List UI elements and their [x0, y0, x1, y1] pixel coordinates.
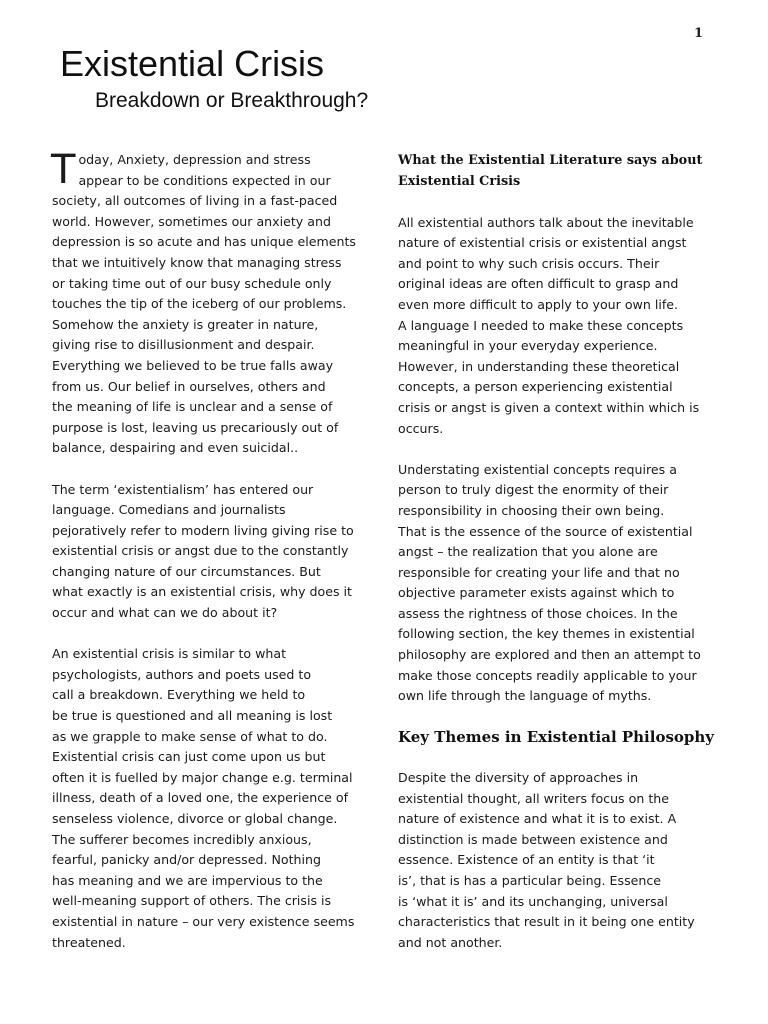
text-line: society, all outcomes of living in a fast-paced: [52, 193, 338, 209]
text-line: senseless violence, divorce or global change.: [52, 811, 338, 826]
text-line: distinction is made between existence and: [398, 831, 668, 847]
text-line: concepts, a person experiencing existential: [398, 379, 673, 395]
text-line: All existential authors talk about the inevitable: [398, 214, 694, 230]
text-line: touches the tip of the iceberg of our problems.: [52, 296, 347, 312]
text-line: An existential crisis is similar to what: [52, 646, 287, 662]
text-line: be true is questioned and all meaning is lost: [52, 708, 333, 724]
text-line: has meaning and we are impervious to the: [52, 872, 323, 888]
text-line: balance, despairing and even suicidal..: [52, 440, 299, 456]
text-line: language. Comedians and journalists: [52, 502, 286, 518]
key-themes-paragraph: [398, 768, 718, 953]
text-line: crisis or angst is given a context within which is: [398, 399, 700, 415]
text-line: essence. Existence of an entity is that ‘it: [398, 852, 655, 868]
text-line: from us. Our belief in ourselves, others and: [52, 378, 326, 394]
text-line: purpose is lost, leaving us precariously out of: [52, 419, 339, 435]
text-line: appear to be conditions expected in our: [78, 172, 331, 188]
concepts-paragraph: [398, 460, 718, 707]
text-line: as we grapple to make sense of what to do.: [52, 728, 328, 744]
text-line: Everything we believed to be true falls away: [52, 357, 334, 373]
text-line: The sufferer becomes incredibly anxious,: [52, 831, 312, 847]
text-line: well-meaning support of others. The crisis is: [52, 893, 332, 909]
drop-cap: T: [51, 147, 76, 193]
text-line: existential thought, all writers focus on the: [398, 790, 669, 806]
text-line: fearful, panicky and/or depressed. Nothing: [52, 852, 322, 868]
text-line: meaningful in your everyday experience.: [398, 338, 658, 354]
text-line: and point to why such crisis occurs. Their: [398, 255, 660, 271]
intro-paragraph: [51, 147, 370, 459]
section-heading-existential-literature: [398, 150, 718, 192]
text-line: responsible for creating your life and that no: [398, 564, 680, 580]
text-line: original ideas are often difficult to grasp and: [398, 276, 679, 292]
text-line: nature of existence and what it is to exist. A: [398, 811, 677, 827]
text-line: That is the essence of the source of existential: [398, 523, 693, 539]
text-line: is’, that is has a particular being. Essence: [398, 873, 662, 888]
text-line: threatened.: [52, 934, 126, 950]
text-line: occurs.: [398, 420, 444, 436]
left-column: [51, 147, 370, 974]
text-line: often it is fuelled by major change e.g. terminal: [52, 769, 353, 785]
text-line: existential in nature – our very existence seems: [52, 913, 355, 929]
text-line: philosophy are explored and then an attempt to: [398, 647, 701, 663]
text-line: responsibility in choosing their own being.: [398, 502, 665, 518]
text-line: own life through the language of myths.: [398, 688, 652, 704]
authors-paragraph: [398, 213, 718, 440]
breakdown-paragraph: [52, 644, 370, 953]
heading-line: Existential Crisis: [398, 174, 521, 189]
text-line: existential crisis or angst due to the constantly: [52, 543, 349, 559]
text-line: that we intuitively know that managing stress: [52, 254, 342, 270]
text-line: depression is so acute and has unique elements: [52, 234, 356, 250]
text-line: is ‘what it is’ and its unchanging, universal: [398, 893, 668, 909]
text-line: oday, Anxiety, depression and stress: [78, 152, 311, 167]
text-line: the meaning of life is unclear and a sense of: [52, 399, 333, 415]
text-line: changing nature of our circumstances. But: [52, 563, 321, 579]
section-heading-key-themes: Key Themes in Existential Philosophy: [398, 728, 715, 747]
text-line: following section, the key themes in existential: [398, 626, 695, 642]
text-line: and not another.: [398, 934, 503, 950]
text-line: objective parameter exists against which to: [398, 585, 675, 601]
page-number: 1: [694, 26, 704, 41]
text-line: even more difficult to apply to your own life.: [398, 296, 679, 312]
text-line: angst – the realization that you alone are: [398, 544, 658, 560]
text-line: person to truly digest the enormity of their: [398, 482, 669, 498]
text-line: occur and what can we do about it?: [52, 605, 278, 621]
text-line: However, in understanding these theoretical: [398, 358, 680, 374]
text-line: A language I needed to make these concepts: [398, 317, 684, 333]
text-line: nature of existential crisis or existential angst: [398, 235, 687, 251]
text-line: giving rise to disillusionment and despair.: [52, 337, 315, 353]
text-line: illness, death of a loved one, the experience of: [52, 790, 349, 806]
text-line: The term ‘existentialism’ has entered our: [52, 481, 314, 497]
text-line: what exactly is an existential crisis, why does it: [52, 584, 352, 600]
text-line: Somehow the anxiety is greater in nature,: [52, 316, 319, 332]
text-line: Despite the diversity of approaches in: [398, 770, 639, 786]
page-subtitle: Breakdown or Breakthrough?: [95, 89, 369, 112]
text-line: psychologists, authors and poets used to: [52, 666, 312, 682]
text-line: call a breakdown. Everything we held to: [52, 687, 306, 703]
right-column: [398, 150, 718, 974]
text-line: or taking time out of our busy schedule only: [52, 275, 332, 291]
text-line: Understating existential concepts requires a: [398, 461, 677, 477]
text-line: pejoratively refer to modern living giving rise to: [52, 522, 354, 538]
text-line: assess the rightness of those choices. In the: [398, 605, 678, 621]
text-line: world. However, sometimes our anxiety and: [52, 213, 331, 229]
page-title: Existential Crisis: [60, 43, 325, 84]
existentialism-term-paragraph: [52, 480, 370, 624]
heading-line: What the Existential Literature says about: [398, 153, 703, 168]
text-line: make those concepts readily applicable to your: [398, 667, 697, 683]
text-line: Existential crisis can just come upon us but: [52, 749, 326, 765]
text-line: characteristics that result in it being one entity: [398, 914, 695, 930]
